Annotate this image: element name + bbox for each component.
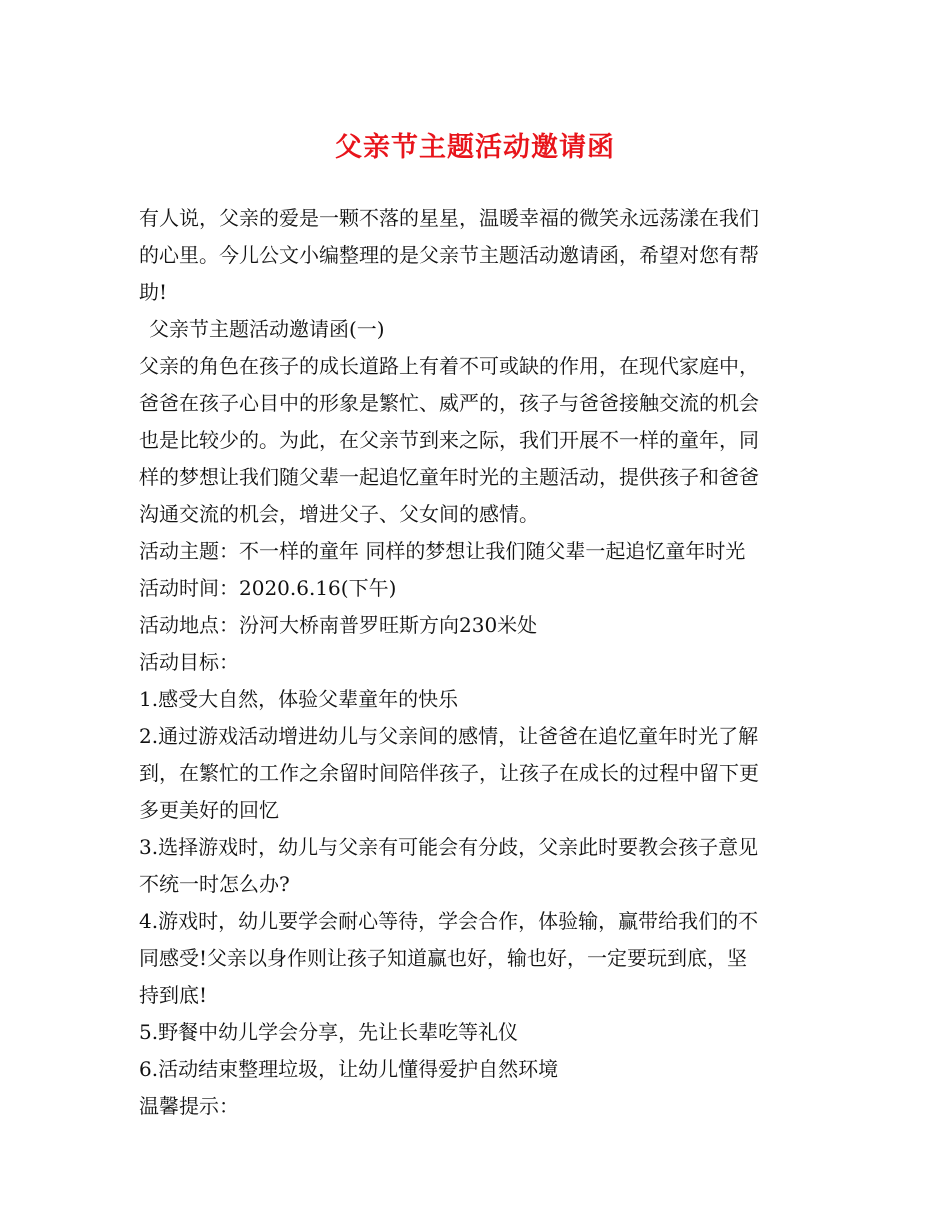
activity-theme: 活动主题：不一样的童年 同样的梦想让我们随父辈一起追忆童年时光 bbox=[139, 539, 746, 563]
goal-item: 5.野餐中幼儿学会分享，先让长辈吃等礼仪 bbox=[139, 1020, 519, 1044]
goal-item: 同感受!父亲以身作则让孩子知道赢也好，输也好，一定要玩到底，坚 bbox=[139, 946, 748, 970]
paragraph-line: 父亲的角色在孩子的成长道路上有着不可或缺的作用，在现代家庭中， bbox=[139, 354, 759, 378]
goal-item: 到，在繁忙的工作之余留时间陪伴孩子，让孩子在成长的过程中留下更 bbox=[139, 761, 759, 785]
document-body bbox=[139, 200, 819, 1125]
paragraph-line: 有人说，父亲的爱是一颗不落的星星，温暖幸福的微笑永远荡漾在我们 bbox=[139, 206, 759, 230]
goal-item: 多更美好的回忆 bbox=[139, 798, 279, 822]
goal-item: 6.活动结束整理垃圾，让幼儿懂得爱护自然环境 bbox=[139, 1057, 559, 1081]
goal-item: 持到底! bbox=[139, 983, 208, 1007]
goal-item: 2.通过游戏活动增进幼儿与父亲间的感情，让爸爸在追忆童年时光了解 bbox=[139, 724, 759, 748]
section-heading: 父亲节主题活动邀请函(一) bbox=[149, 317, 385, 341]
document-title: 父亲节主题活动邀请函 bbox=[335, 132, 615, 163]
tips-heading: 温馨提示： bbox=[139, 1094, 239, 1118]
paragraph-line: 沟通交流的机会，增进父子、父女间的感情。 bbox=[139, 502, 539, 526]
goal-item: 3.选择游戏时，幼儿与父亲有可能会有分歧，父亲此时要教会孩子意见 bbox=[139, 835, 759, 859]
goal-item: 不统一时怎么办? bbox=[139, 872, 290, 896]
activity-goals-heading: 活动目标： bbox=[139, 650, 239, 674]
paragraph-line: 助! bbox=[139, 280, 168, 304]
paragraph-line: 的心里。今儿公文小编整理的是父亲节主题活动邀请函，希望对您有帮 bbox=[139, 243, 759, 267]
goal-item: 1.感受大自然，体验父辈童年的快乐 bbox=[139, 687, 459, 711]
activity-time: 活动时间：2020.6.16(下午) bbox=[139, 576, 397, 600]
goal-item: 4.游戏时，幼儿要学会耐心等待，学会合作，体验输，赢带给我们的不 bbox=[139, 909, 759, 933]
paragraph-line: 爸爸在孩子心目中的形象是繁忙、威严的，孩子与爸爸接触交流的机会 bbox=[139, 391, 759, 415]
paragraph-line: 样的梦想让我们随父辈一起追忆童年时光的主题活动，提供孩子和爸爸 bbox=[139, 465, 759, 489]
activity-location: 活动地点：汾河大桥南普罗旺斯方向230米处 bbox=[139, 613, 538, 637]
paragraph-line: 也是比较少的。为此，在父亲节到来之际，我们开展不一样的童年，同 bbox=[139, 428, 759, 452]
